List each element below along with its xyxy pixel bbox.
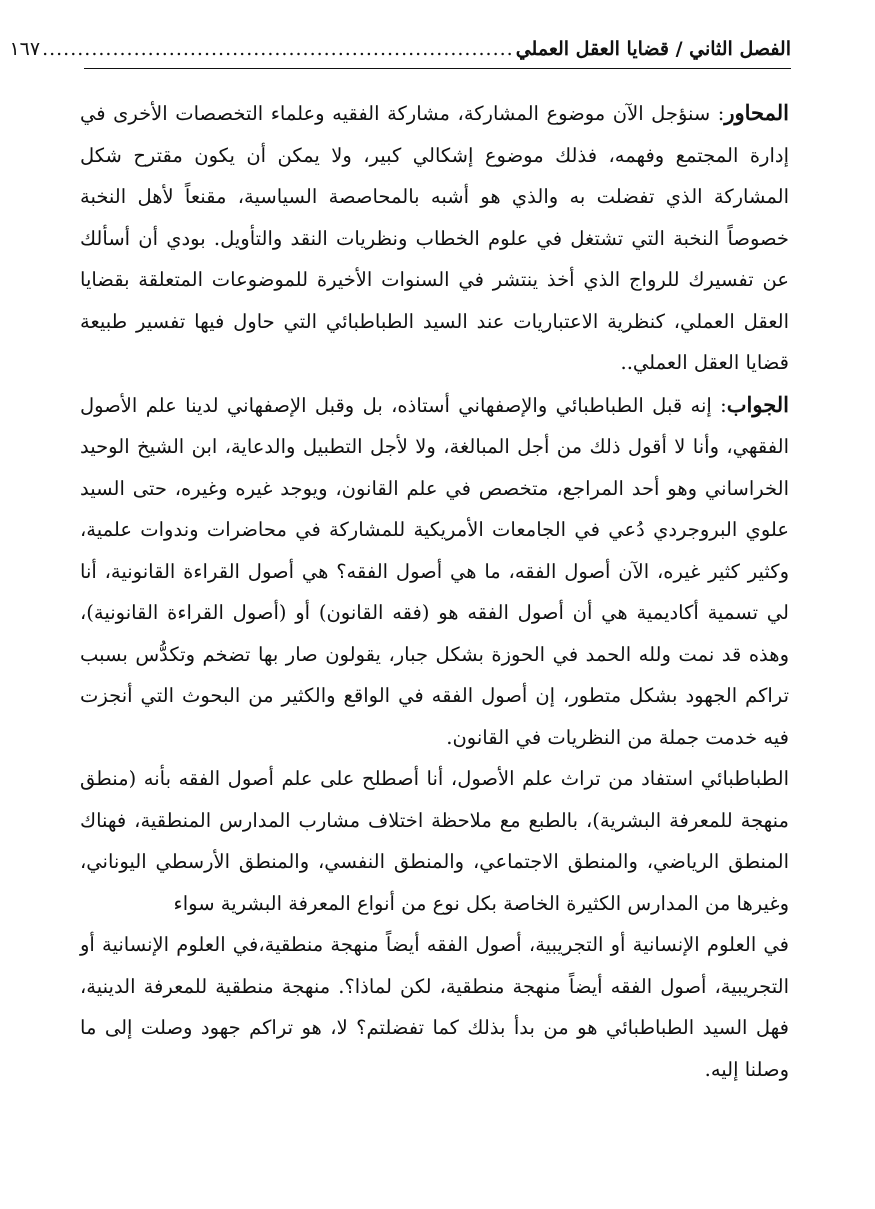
body-text bbox=[80, 92, 789, 1090]
paragraph-conclusion bbox=[80, 924, 789, 1090]
paragraph-text: : إنه قبل الطباطبائي والإصفهاني أستاذه، بل وقبل الإصفهاني لدينا علم الأصول الفقهي، وأنا لا أقول ذلك من أجل المبالغة، ولا لأجل التطبيل والدعاية، ابن الشيخ الوحيد الخراساني وهو أحد المراجع، متخصص في علم القانون، ويوجد غيره وغيره، حتى السيد علوي البروجردي دُعي في الجامعات الأمريكية للمشاركة في محاضرات وندوات علمية، وكثير كثير غيره، الآن أصول الفقه، ما هي أصول الفقه؟ هي أصول القراءة القانونية، أنا لي تسمية أكاديمية هي أن أصول الفقه هو (فقه القانون) أو (أصول القراءة القانونية)، وهذه قد نمت ولله الحمد في الحوزة بشكل جبار، يقولون صار بها تضخم وتكدُّس بسبب تراكم الجهود بشكل متطور، إن أصول الفقه في الواقع والكثير من البحوث التي أنجزت فيه خدمت جملة من النظريات في القانون. bbox=[80, 393, 789, 749]
paragraph-text: الطباطبائي استفاد من تراث علم الأصول، أنا أصطلح على علم أصول الفقه بأنه (منطق منهجة للمعرفة البشرية)، بالطبع مع ملاحظة اختلاف مشارب المدارس المنطقية، فهناك المنطق الرياضي، والمنطق الاجتماعي، والمنطق النفسي، والمنطق الأرسطي اليوناني، وغيرها من المدارس الكثيرة الخاصة بكل نوع من أنواع المعرفة البشرية سواء bbox=[80, 767, 789, 915]
header-rule bbox=[84, 68, 791, 69]
paragraph-answer bbox=[80, 384, 789, 759]
paragraph-interviewer bbox=[80, 92, 789, 384]
paragraph-tabatabai bbox=[80, 758, 789, 924]
speaker-label: المحاور bbox=[724, 100, 789, 125]
leader-dots: ................................................................... bbox=[42, 38, 514, 60]
paragraph-text: في العلوم الإنسانية أو التجريبية، أصول الفقه أيضاً منهجة منطقية،في العلوم الإنسانية أو التجريبية، أصول الفقه أيضاً منهجة منطقية، لكن لماذا؟. منهجة منطقية للمعرفة الدينية، فهل السيد الطباطبائي هو من بدأ بذلك كما تفضلتم؟ لا، هو تراكم جهود وصلت إلى ما وصلنا إليه. bbox=[80, 933, 789, 1081]
page-number: ١٦٧ bbox=[9, 38, 41, 60]
running-header bbox=[9, 32, 791, 64]
speaker-label: الجواب bbox=[726, 391, 789, 417]
running-title: الفصل الثاني / قضايا العقل العملي bbox=[515, 38, 791, 60]
paragraph-text: : سنؤجل الآن موضوع المشاركة، مشاركة الفقيه وعلماء التخصصات الأخرى في إدارة المجتمع وفهمه، فذلك موضوع إشكالي كبير، ولا يمكن أن يكون مقترح شكل المشاركة الذي تفضلت به والذي هو أشبه بالمحاصصة السياسية، مقنعاً لأهل النخبة خصوصاً النخبة التي تشتغل في علوم الخطاب ونظريات النقد والتأويل. بودي أن أسألك عن تفسيرك للرواج الذي أخذ ينتشر في السنوات الأخيرة للموضوعات المتعلقة بقضايا العقل العملي، كنظرية الاعتباريات عند السيد الطباطبائي التي حاول فيها تفسير طبيعة قضايا العقل العملي.. bbox=[80, 102, 789, 374]
